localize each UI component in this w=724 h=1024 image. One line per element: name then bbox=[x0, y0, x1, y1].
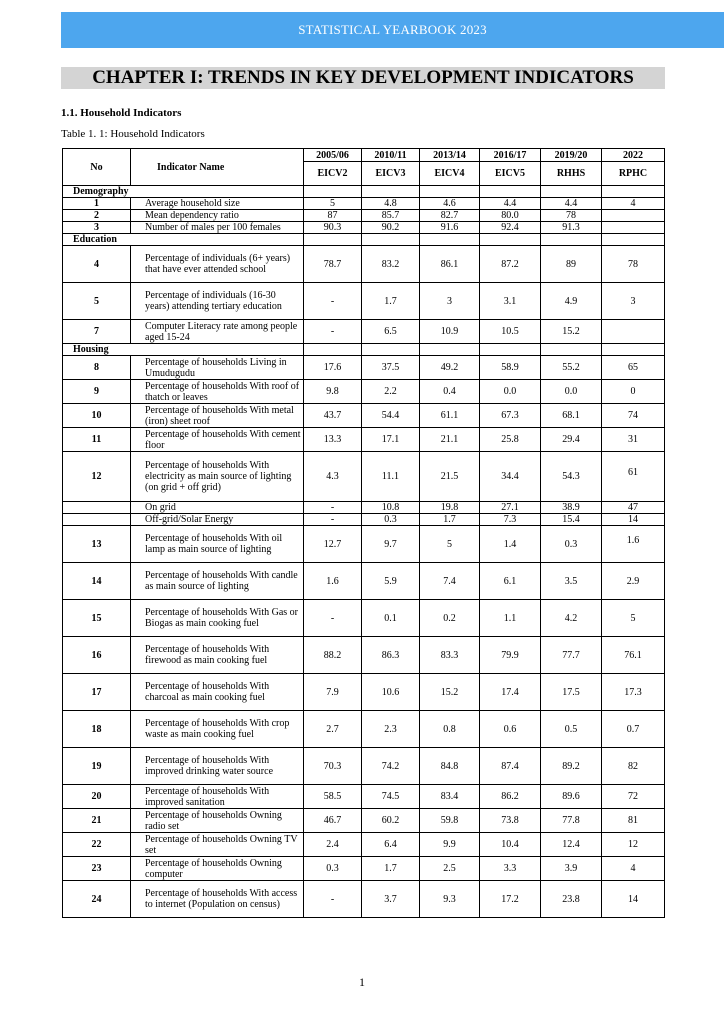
value-cell: 38.9 bbox=[541, 502, 602, 514]
value-cell: 13.3 bbox=[304, 428, 362, 452]
value-cell: 25.8 bbox=[480, 428, 541, 452]
value-cell: 0.8 bbox=[420, 711, 480, 748]
indicator-number: 14 bbox=[63, 563, 131, 600]
value-cell: 4 bbox=[602, 857, 665, 881]
indicator-name: Percentage of households With roof of thatch or leaves bbox=[131, 380, 304, 404]
value-cell: 34.4 bbox=[480, 452, 541, 502]
value-cell: 88.2 bbox=[304, 637, 362, 674]
indicator-name: Percentage of households With oil lamp as main source of lighting bbox=[131, 526, 304, 563]
table-row bbox=[63, 809, 665, 833]
header-year: 2022 bbox=[602, 149, 665, 162]
chapter-title: CHAPTER I: TRENDS IN KEY DEVELOPMENT INDICATORS bbox=[61, 67, 665, 89]
indicator-name: Percentage of households Living in Umudugudu bbox=[131, 356, 304, 380]
empty-cell bbox=[541, 344, 602, 356]
value-cell: 80.0 bbox=[480, 210, 541, 222]
value-cell: 0.2 bbox=[420, 600, 480, 637]
indicator-number: 9 bbox=[63, 380, 131, 404]
value-cell: 86.1 bbox=[420, 246, 480, 283]
table-row bbox=[63, 563, 665, 600]
indicator-name: Percentage of households With improved sanitation bbox=[131, 785, 304, 809]
value-cell: 27.1 bbox=[480, 502, 541, 514]
header-source: EICV3 bbox=[362, 162, 420, 186]
value-cell: 91.6 bbox=[420, 222, 480, 234]
value-cell: 0 bbox=[602, 380, 665, 404]
value-cell bbox=[602, 222, 665, 234]
value-cell: 4.9 bbox=[541, 283, 602, 320]
value-cell: 9.8 bbox=[304, 380, 362, 404]
value-cell: 1.4 bbox=[480, 526, 541, 563]
indicator-number: 18 bbox=[63, 711, 131, 748]
value-cell: 72 bbox=[602, 785, 665, 809]
value-cell: 65 bbox=[602, 356, 665, 380]
value-cell: 0.3 bbox=[304, 857, 362, 881]
value-cell: 3 bbox=[602, 283, 665, 320]
value-cell: 82.7 bbox=[420, 210, 480, 222]
value-cell: - bbox=[304, 502, 362, 514]
value-cell: 76.1 bbox=[602, 637, 665, 674]
indicator-name: Percentage of households With improved drinking water source bbox=[131, 748, 304, 785]
header-year: 2019/20 bbox=[541, 149, 602, 162]
value-cell: 3.1 bbox=[480, 283, 541, 320]
value-cell: 10.5 bbox=[480, 320, 541, 344]
indicator-number: 20 bbox=[63, 785, 131, 809]
value-cell: 10.9 bbox=[420, 320, 480, 344]
value-cell: 2.3 bbox=[362, 711, 420, 748]
empty-cell bbox=[420, 186, 480, 198]
header-no: No bbox=[63, 149, 131, 186]
value-cell: 9.7 bbox=[362, 526, 420, 563]
header-source: RPHC bbox=[602, 162, 665, 186]
empty-cell bbox=[304, 234, 362, 246]
value-cell: 54.3 bbox=[541, 452, 602, 502]
indicator-number: 1 bbox=[63, 198, 131, 210]
empty-cell bbox=[541, 186, 602, 198]
value-cell: 0.0 bbox=[480, 380, 541, 404]
indicator-number: 13 bbox=[63, 526, 131, 563]
value-cell: 29.4 bbox=[541, 428, 602, 452]
value-cell: 89.6 bbox=[541, 785, 602, 809]
value-cell: 89.2 bbox=[541, 748, 602, 785]
indicator-number: 4 bbox=[63, 246, 131, 283]
value-cell: 3.3 bbox=[480, 857, 541, 881]
value-cell: 70.3 bbox=[304, 748, 362, 785]
table-row bbox=[63, 526, 665, 563]
value-cell: 17.5 bbox=[541, 674, 602, 711]
table-row bbox=[63, 600, 665, 637]
empty-cell bbox=[362, 186, 420, 198]
value-cell: 83.3 bbox=[420, 637, 480, 674]
table-row bbox=[63, 748, 665, 785]
value-cell: 9.3 bbox=[420, 881, 480, 918]
category-label: Education bbox=[63, 234, 304, 246]
section-title: 1.1. Household Indicators bbox=[61, 107, 182, 119]
indicator-name: Percentage of households With crop waste as main cooking fuel bbox=[131, 711, 304, 748]
value-cell: - bbox=[304, 320, 362, 344]
indicator-number: 21 bbox=[63, 809, 131, 833]
indicator-number: 19 bbox=[63, 748, 131, 785]
indicator-number: 16 bbox=[63, 637, 131, 674]
value-cell: 2.2 bbox=[362, 380, 420, 404]
value-cell: 1.7 bbox=[362, 283, 420, 320]
table-row bbox=[63, 711, 665, 748]
indicator-name: Percentage of households Owning radio set bbox=[131, 809, 304, 833]
value-cell: 3.7 bbox=[362, 881, 420, 918]
category-row bbox=[63, 186, 665, 198]
value-cell: 86.2 bbox=[480, 785, 541, 809]
value-cell: 2.4 bbox=[304, 833, 362, 857]
value-cell: 90.3 bbox=[304, 222, 362, 234]
value-cell: 10.4 bbox=[480, 833, 541, 857]
value-cell bbox=[602, 320, 665, 344]
value-cell: - bbox=[304, 283, 362, 320]
indicator-name: Number of males per 100 females bbox=[131, 222, 304, 234]
indicator-name: Percentage of households Owning computer bbox=[131, 857, 304, 881]
indicator-name: Percentage of individuals (16-30 years) attending tertiary education bbox=[131, 283, 304, 320]
table-row bbox=[63, 637, 665, 674]
value-cell: - bbox=[304, 514, 362, 526]
category-label: Demography bbox=[63, 186, 304, 198]
value-cell: 47 bbox=[602, 502, 665, 514]
table-row bbox=[63, 283, 665, 320]
value-cell: 0.7 bbox=[602, 711, 665, 748]
value-cell: 0.3 bbox=[541, 526, 602, 563]
empty-cell bbox=[480, 186, 541, 198]
table-row bbox=[63, 514, 665, 526]
value-cell: 4.6 bbox=[420, 198, 480, 210]
empty-cell bbox=[602, 186, 665, 198]
value-cell: 15.4 bbox=[541, 514, 602, 526]
empty-cell bbox=[304, 344, 362, 356]
value-cell: 0.5 bbox=[541, 711, 602, 748]
indicator-number bbox=[63, 514, 131, 526]
value-cell: 4 bbox=[602, 198, 665, 210]
value-cell: 92.4 bbox=[480, 222, 541, 234]
value-cell: 90.2 bbox=[362, 222, 420, 234]
value-cell: 12 bbox=[602, 833, 665, 857]
empty-cell bbox=[480, 234, 541, 246]
header-year: 2013/14 bbox=[420, 149, 480, 162]
indicator-name: Average household size bbox=[131, 198, 304, 210]
value-cell: 15.2 bbox=[420, 674, 480, 711]
value-cell: 91.3 bbox=[541, 222, 602, 234]
indicator-name: Percentage of households With cement floor bbox=[131, 428, 304, 452]
indicator-name: Computer Literacy rate among people aged 15-24 bbox=[131, 320, 304, 344]
table-row bbox=[63, 857, 665, 881]
indicator-number: 7 bbox=[63, 320, 131, 344]
value-cell: 85.7 bbox=[362, 210, 420, 222]
value-cell: 2.7 bbox=[304, 711, 362, 748]
indicator-name: Percentage of households With charcoal as main cooking fuel bbox=[131, 674, 304, 711]
value-cell: 6.5 bbox=[362, 320, 420, 344]
value-cell: 14 bbox=[602, 514, 665, 526]
value-cell: 6.4 bbox=[362, 833, 420, 857]
value-cell: 73.8 bbox=[480, 809, 541, 833]
indicator-name: Percentage of households With firewood as main cooking fuel bbox=[131, 637, 304, 674]
value-cell: 87.4 bbox=[480, 748, 541, 785]
value-cell: 21.5 bbox=[420, 452, 480, 502]
value-cell: 79.9 bbox=[480, 637, 541, 674]
table-header-row-years bbox=[63, 149, 665, 162]
value-cell: 78 bbox=[602, 246, 665, 283]
indicator-number: 15 bbox=[63, 600, 131, 637]
table-row bbox=[63, 246, 665, 283]
value-cell: 87 bbox=[304, 210, 362, 222]
value-cell: 17.6 bbox=[304, 356, 362, 380]
table-row bbox=[63, 320, 665, 344]
value-cell: 3.9 bbox=[541, 857, 602, 881]
value-cell: 58.5 bbox=[304, 785, 362, 809]
table-row bbox=[63, 380, 665, 404]
value-cell: 86.3 bbox=[362, 637, 420, 674]
value-cell: 7.9 bbox=[304, 674, 362, 711]
indicator-number bbox=[63, 502, 131, 514]
value-cell: 23.8 bbox=[541, 881, 602, 918]
indicator-name: Percentage of households With candle as main source of lighting bbox=[131, 563, 304, 600]
indicator-name: Percentage of individuals (6+ years) that have ever attended school bbox=[131, 246, 304, 283]
value-cell: 1.7 bbox=[362, 857, 420, 881]
value-cell: 4.4 bbox=[541, 198, 602, 210]
empty-cell bbox=[362, 344, 420, 356]
value-cell: 49.2 bbox=[420, 356, 480, 380]
value-cell: 1.6 bbox=[602, 526, 665, 563]
indicator-name: Off-grid/Solar Energy bbox=[131, 514, 304, 526]
table-row bbox=[63, 502, 665, 514]
indicator-name: Percentage of households With electricity as main source of lighting (on grid + off grid) bbox=[131, 452, 304, 502]
value-cell: 81 bbox=[602, 809, 665, 833]
table-row bbox=[63, 404, 665, 428]
value-cell: 1.7 bbox=[420, 514, 480, 526]
table-row bbox=[63, 881, 665, 918]
value-cell: 17.4 bbox=[480, 674, 541, 711]
category-row bbox=[63, 234, 665, 246]
empty-cell bbox=[480, 344, 541, 356]
value-cell: 74.2 bbox=[362, 748, 420, 785]
value-cell: - bbox=[304, 881, 362, 918]
value-cell bbox=[602, 210, 665, 222]
value-cell: 31 bbox=[602, 428, 665, 452]
value-cell: 7.3 bbox=[480, 514, 541, 526]
table-row bbox=[63, 452, 665, 502]
indicator-number: 23 bbox=[63, 857, 131, 881]
indicator-number: 5 bbox=[63, 283, 131, 320]
value-cell: 2.9 bbox=[602, 563, 665, 600]
value-cell: 10.8 bbox=[362, 502, 420, 514]
table-row bbox=[63, 356, 665, 380]
value-cell: 15.2 bbox=[541, 320, 602, 344]
value-cell: 11.1 bbox=[362, 452, 420, 502]
value-cell: 1.1 bbox=[480, 600, 541, 637]
indicator-name: Mean dependency ratio bbox=[131, 210, 304, 222]
page-number: 1 bbox=[359, 975, 365, 989]
indicator-number: 3 bbox=[63, 222, 131, 234]
value-cell: 0.6 bbox=[480, 711, 541, 748]
value-cell: 43.7 bbox=[304, 404, 362, 428]
empty-cell bbox=[602, 234, 665, 246]
empty-cell bbox=[304, 186, 362, 198]
header-year: 2016/17 bbox=[480, 149, 541, 162]
value-cell: 46.7 bbox=[304, 809, 362, 833]
value-cell: 67.3 bbox=[480, 404, 541, 428]
value-cell: 54.4 bbox=[362, 404, 420, 428]
value-cell: 0.1 bbox=[362, 600, 420, 637]
value-cell: 5.9 bbox=[362, 563, 420, 600]
indicator-number: 22 bbox=[63, 833, 131, 857]
header-indicator-name: Indicator Name bbox=[131, 149, 304, 186]
indicator-number: 11 bbox=[63, 428, 131, 452]
value-cell: 4.4 bbox=[480, 198, 541, 210]
empty-cell bbox=[420, 234, 480, 246]
value-cell: 4.2 bbox=[541, 600, 602, 637]
value-cell: 77.8 bbox=[541, 809, 602, 833]
value-cell: 7.4 bbox=[420, 563, 480, 600]
value-cell: 74.5 bbox=[362, 785, 420, 809]
value-cell: 84.8 bbox=[420, 748, 480, 785]
value-cell: 61.1 bbox=[420, 404, 480, 428]
table-row bbox=[63, 198, 665, 210]
value-cell: 17.3 bbox=[602, 674, 665, 711]
table-row bbox=[63, 222, 665, 234]
empty-cell bbox=[541, 234, 602, 246]
indicator-name: On grid bbox=[131, 502, 304, 514]
value-cell: 17.1 bbox=[362, 428, 420, 452]
value-cell: 78 bbox=[541, 210, 602, 222]
value-cell: 87.2 bbox=[480, 246, 541, 283]
value-cell: 1.6 bbox=[304, 563, 362, 600]
value-cell: 3.5 bbox=[541, 563, 602, 600]
header-source: EICV2 bbox=[304, 162, 362, 186]
value-cell: 0.4 bbox=[420, 380, 480, 404]
value-cell: 17.2 bbox=[480, 881, 541, 918]
value-cell: 5 bbox=[602, 600, 665, 637]
value-cell: 59.8 bbox=[420, 809, 480, 833]
value-cell: 4.3 bbox=[304, 452, 362, 502]
indicator-name: Percentage of households With access to internet (Population on census) bbox=[131, 881, 304, 918]
table-row bbox=[63, 210, 665, 222]
value-cell: 68.1 bbox=[541, 404, 602, 428]
indicator-name: Percentage of households With Gas or Biogas as main cooking fuel bbox=[131, 600, 304, 637]
value-cell: 4.8 bbox=[362, 198, 420, 210]
value-cell: 83.4 bbox=[420, 785, 480, 809]
value-cell: 12.4 bbox=[541, 833, 602, 857]
value-cell: 6.1 bbox=[480, 563, 541, 600]
value-cell: 9.9 bbox=[420, 833, 480, 857]
indicator-number: 12 bbox=[63, 452, 131, 502]
indicator-number: 8 bbox=[63, 356, 131, 380]
value-cell: 14 bbox=[602, 881, 665, 918]
value-cell: 12.7 bbox=[304, 526, 362, 563]
indicator-name: Percentage of households With metal (iron) sheet roof bbox=[131, 404, 304, 428]
value-cell: 5 bbox=[420, 526, 480, 563]
header-year: 2010/11 bbox=[362, 149, 420, 162]
value-cell: 83.2 bbox=[362, 246, 420, 283]
value-cell: 78.7 bbox=[304, 246, 362, 283]
header-source: EICV4 bbox=[420, 162, 480, 186]
empty-cell bbox=[362, 234, 420, 246]
value-cell: 89 bbox=[541, 246, 602, 283]
empty-cell bbox=[420, 344, 480, 356]
value-cell: 37.5 bbox=[362, 356, 420, 380]
table-row bbox=[63, 674, 665, 711]
page-header-banner: STATISTICAL YEARBOOK 2023 bbox=[61, 12, 724, 48]
empty-cell bbox=[602, 344, 665, 356]
indicator-number: 10 bbox=[63, 404, 131, 428]
header-year: 2005/06 bbox=[304, 149, 362, 162]
header-source: RHHS bbox=[541, 162, 602, 186]
value-cell: 5 bbox=[304, 198, 362, 210]
indicator-name: Percentage of households Owning TV set bbox=[131, 833, 304, 857]
value-cell: 61 bbox=[602, 452, 665, 502]
value-cell: 58.9 bbox=[480, 356, 541, 380]
value-cell: 21.1 bbox=[420, 428, 480, 452]
household-indicators-table bbox=[62, 148, 665, 918]
header-source: EICV5 bbox=[480, 162, 541, 186]
table-row bbox=[63, 428, 665, 452]
value-cell: 82 bbox=[602, 748, 665, 785]
value-cell: 0.0 bbox=[541, 380, 602, 404]
indicator-number: 2 bbox=[63, 210, 131, 222]
table-caption: Table 1. 1: Household Indicators bbox=[61, 128, 205, 140]
value-cell: 19.8 bbox=[420, 502, 480, 514]
value-cell: 74 bbox=[602, 404, 665, 428]
table-row bbox=[63, 833, 665, 857]
category-row bbox=[63, 344, 665, 356]
value-cell: 3 bbox=[420, 283, 480, 320]
value-cell: 55.2 bbox=[541, 356, 602, 380]
value-cell: - bbox=[304, 600, 362, 637]
table-row bbox=[63, 785, 665, 809]
indicator-number: 24 bbox=[63, 881, 131, 918]
value-cell: 2.5 bbox=[420, 857, 480, 881]
category-label: Housing bbox=[63, 344, 304, 356]
value-cell: 10.6 bbox=[362, 674, 420, 711]
value-cell: 77.7 bbox=[541, 637, 602, 674]
value-cell: 60.2 bbox=[362, 809, 420, 833]
value-cell: 0.3 bbox=[362, 514, 420, 526]
indicator-number: 17 bbox=[63, 674, 131, 711]
